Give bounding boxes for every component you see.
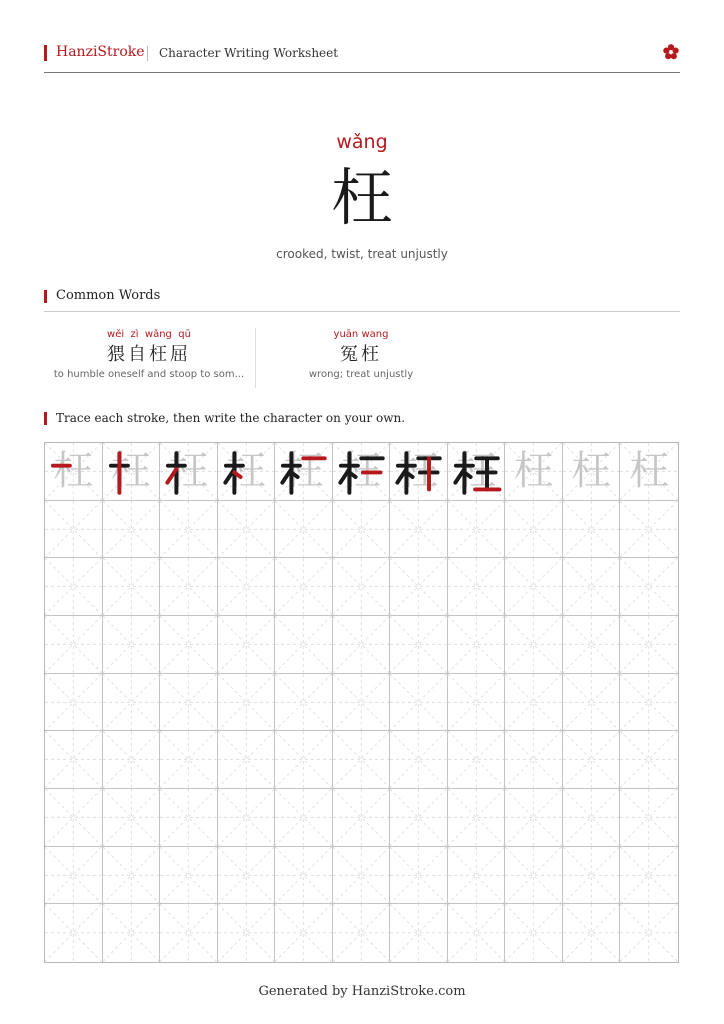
guide-lines bbox=[45, 904, 102, 962]
guide-lines bbox=[45, 501, 102, 558]
stroke-order-step bbox=[218, 443, 275, 500]
stroke-order-step bbox=[103, 443, 160, 500]
practice-cell[interactable] bbox=[390, 558, 448, 616]
practice-cell[interactable] bbox=[505, 558, 563, 616]
section-rule bbox=[44, 311, 680, 312]
guide-lines bbox=[275, 731, 332, 788]
word-pinyin: yuān wang bbox=[333, 329, 389, 340]
practice-cell[interactable] bbox=[103, 501, 161, 559]
practice-cell[interactable] bbox=[448, 789, 506, 847]
practice-cell[interactable] bbox=[160, 789, 218, 847]
practice-cell[interactable] bbox=[45, 731, 103, 789]
guide-lines bbox=[505, 674, 562, 731]
practice-cell[interactable] bbox=[160, 674, 218, 732]
guide-lines bbox=[448, 904, 505, 962]
practice-cell[interactable] bbox=[563, 847, 621, 905]
practice-cell[interactable] bbox=[275, 674, 333, 732]
guide-lines bbox=[620, 558, 678, 615]
practice-cell[interactable] bbox=[45, 904, 103, 962]
practice-cell[interactable] bbox=[103, 674, 161, 732]
word-item bbox=[256, 328, 466, 382]
practice-cell[interactable] bbox=[275, 616, 333, 674]
guide-lines bbox=[448, 501, 505, 558]
word-definition: wrong; treat unjustly bbox=[308, 369, 414, 380]
guide-lines bbox=[563, 674, 620, 731]
practice-cell[interactable] bbox=[160, 904, 218, 962]
practice-cell[interactable] bbox=[448, 443, 506, 501]
guide-lines bbox=[505, 847, 562, 904]
practice-cell[interactable] bbox=[103, 558, 161, 616]
guide-lines bbox=[563, 616, 620, 673]
guide-lines bbox=[103, 789, 160, 846]
guide-lines bbox=[160, 847, 217, 904]
guide-lines bbox=[160, 789, 217, 846]
ghost-character: 枉 bbox=[571, 448, 612, 495]
guide-lines bbox=[333, 847, 390, 904]
guide-lines bbox=[333, 904, 390, 962]
guide-lines bbox=[275, 789, 332, 846]
practice-cell[interactable] bbox=[448, 558, 506, 616]
practice-cell[interactable] bbox=[45, 789, 103, 847]
guide-lines bbox=[390, 558, 447, 615]
guide-lines bbox=[218, 616, 275, 673]
practice-cell[interactable] bbox=[333, 501, 391, 559]
character-meaning: crooked, twist, treat unjustly bbox=[276, 247, 448, 261]
guide-lines bbox=[505, 558, 562, 615]
guide-lines bbox=[333, 616, 390, 673]
practice-cell[interactable] bbox=[218, 616, 276, 674]
header-divider bbox=[147, 46, 148, 61]
guide-lines bbox=[275, 674, 332, 731]
practice-cell[interactable] bbox=[620, 789, 678, 847]
guide-lines bbox=[505, 731, 562, 788]
practice-cell[interactable] bbox=[620, 674, 678, 732]
practice-cell[interactable] bbox=[448, 731, 506, 789]
guide-lines bbox=[160, 616, 217, 673]
practice-cell[interactable] bbox=[218, 558, 276, 616]
guide-lines bbox=[505, 616, 562, 673]
practice-cell[interactable] bbox=[275, 443, 333, 501]
practice-cell[interactable] bbox=[275, 501, 333, 559]
guide-lines bbox=[218, 789, 275, 846]
practice-cell[interactable] bbox=[45, 443, 103, 501]
guide-lines bbox=[275, 847, 332, 904]
guide-lines bbox=[218, 674, 275, 731]
practice-cell[interactable] bbox=[448, 501, 506, 559]
guide-lines bbox=[620, 731, 678, 788]
guide-lines bbox=[390, 789, 447, 846]
guide-lines bbox=[275, 558, 332, 615]
guide-lines bbox=[505, 904, 562, 962]
guide-lines bbox=[505, 789, 562, 846]
ghost-character: 枉 bbox=[398, 448, 439, 495]
guide-lines bbox=[563, 558, 620, 615]
practice-instruction: Trace each stroke, then write the character on your own. bbox=[56, 411, 406, 425]
practice-cell[interactable] bbox=[505, 847, 563, 905]
guide-lines bbox=[563, 501, 620, 558]
guide-lines bbox=[45, 674, 102, 731]
ghost-character: 枉 bbox=[53, 448, 94, 495]
practice-cell[interactable] bbox=[333, 443, 391, 501]
practice-cell[interactable] bbox=[103, 847, 161, 905]
word-pinyin: wěi zì wǎng qū bbox=[107, 329, 191, 340]
practice-grid[interactable] bbox=[44, 442, 679, 963]
guide-lines bbox=[620, 616, 678, 673]
practice-cell[interactable] bbox=[218, 731, 276, 789]
guide-lines bbox=[620, 789, 678, 846]
practice-cell[interactable] bbox=[160, 558, 218, 616]
practice-cell[interactable] bbox=[390, 847, 448, 905]
practice-cell[interactable] bbox=[333, 674, 391, 732]
header-accent-bar bbox=[44, 45, 47, 61]
guide-lines bbox=[563, 731, 620, 788]
stroke-order-step bbox=[448, 443, 505, 500]
guide-lines bbox=[448, 789, 505, 846]
practice-cell[interactable] bbox=[563, 789, 621, 847]
practice-heading bbox=[44, 411, 680, 427]
word-definition: to humble oneself and stoop to som... bbox=[53, 369, 245, 380]
guide-lines bbox=[218, 904, 275, 962]
practice-cell[interactable] bbox=[333, 789, 391, 847]
guide-lines bbox=[275, 616, 332, 673]
guide-lines bbox=[103, 731, 160, 788]
practice-cell[interactable] bbox=[45, 558, 103, 616]
practice-cell[interactable] bbox=[160, 847, 218, 905]
practice-cell[interactable] bbox=[275, 789, 333, 847]
practice-cell[interactable] bbox=[505, 501, 563, 559]
practice-cell[interactable] bbox=[103, 904, 161, 962]
practice-cell[interactable] bbox=[505, 731, 563, 789]
word-hanzi: 猥自枉屈 bbox=[107, 344, 191, 365]
guide-lines bbox=[160, 731, 217, 788]
guide-lines bbox=[275, 904, 332, 962]
ghost-character: 枉 bbox=[513, 448, 554, 495]
practice-cell[interactable] bbox=[620, 443, 678, 501]
character-pinyin: wǎng bbox=[336, 131, 388, 153]
guide-lines bbox=[390, 904, 447, 962]
word-item bbox=[44, 328, 254, 382]
guide-lines bbox=[390, 847, 447, 904]
ghost-character: 枉 bbox=[168, 448, 209, 495]
guide-lines bbox=[275, 501, 332, 558]
practice-cell[interactable] bbox=[160, 501, 218, 559]
guide-lines bbox=[620, 501, 678, 558]
guide-lines bbox=[390, 731, 447, 788]
guide-lines bbox=[218, 558, 275, 615]
guide-lines bbox=[160, 674, 217, 731]
practice-cell[interactable] bbox=[45, 674, 103, 732]
guide-lines bbox=[103, 847, 160, 904]
guide-lines bbox=[160, 558, 217, 615]
practice-cell[interactable] bbox=[45, 501, 103, 559]
ghost-character: 枉 bbox=[110, 448, 151, 495]
guide-lines bbox=[448, 731, 505, 788]
common-words-heading bbox=[44, 288, 680, 306]
practice-cell[interactable] bbox=[218, 847, 276, 905]
guide-lines bbox=[448, 674, 505, 731]
guide-lines bbox=[333, 731, 390, 788]
practice-cell[interactable] bbox=[103, 616, 161, 674]
guide-lines bbox=[333, 674, 390, 731]
guide-lines bbox=[390, 674, 447, 731]
practice-cell[interactable] bbox=[333, 731, 391, 789]
practice-cell[interactable] bbox=[45, 616, 103, 674]
practice-cell[interactable] bbox=[275, 558, 333, 616]
guide-lines bbox=[45, 558, 102, 615]
ghost-character: 枉 bbox=[283, 448, 324, 495]
stroke-order-step bbox=[45, 443, 102, 500]
guide-lines bbox=[448, 558, 505, 615]
guide-lines bbox=[448, 847, 505, 904]
practice-cell[interactable] bbox=[563, 616, 621, 674]
practice-cell[interactable] bbox=[448, 674, 506, 732]
guide-lines bbox=[103, 616, 160, 673]
header-subtitle: Character Writing Worksheet bbox=[159, 46, 339, 60]
guide-lines bbox=[103, 501, 160, 558]
practice-cell[interactable] bbox=[390, 904, 448, 962]
practice-cell[interactable] bbox=[103, 789, 161, 847]
guide-lines bbox=[390, 501, 447, 558]
practice-cell[interactable] bbox=[563, 501, 621, 559]
practice-cell[interactable] bbox=[390, 443, 448, 501]
practice-cell[interactable] bbox=[160, 616, 218, 674]
section-accent-bar bbox=[44, 290, 47, 303]
practice-cell[interactable] bbox=[448, 847, 506, 905]
practice-cell[interactable] bbox=[333, 558, 391, 616]
section-accent-bar bbox=[44, 412, 47, 425]
practice-cell[interactable] bbox=[448, 616, 506, 674]
guide-lines bbox=[103, 558, 160, 615]
practice-cell[interactable] bbox=[390, 501, 448, 559]
practice-cell[interactable] bbox=[620, 847, 678, 905]
practice-cell[interactable] bbox=[218, 904, 276, 962]
practice-cell[interactable] bbox=[620, 616, 678, 674]
practice-cell[interactable] bbox=[218, 443, 276, 501]
guide-lines bbox=[103, 904, 160, 962]
practice-cell[interactable] bbox=[563, 443, 621, 501]
main-character: 枉 bbox=[330, 161, 393, 234]
practice-cell[interactable] bbox=[333, 616, 391, 674]
practice-cell[interactable] bbox=[390, 674, 448, 732]
stroke-order-step bbox=[275, 443, 332, 500]
guide-lines bbox=[448, 616, 505, 673]
practice-cell[interactable] bbox=[505, 616, 563, 674]
guide-lines bbox=[563, 847, 620, 904]
practice-cell[interactable] bbox=[505, 789, 563, 847]
practice-cell[interactable] bbox=[620, 731, 678, 789]
brand-name[interactable]: HanziStroke bbox=[56, 44, 145, 60]
practice-cell[interactable] bbox=[390, 789, 448, 847]
practice-cell[interactable] bbox=[563, 731, 621, 789]
guide-lines bbox=[103, 674, 160, 731]
practice-cell[interactable] bbox=[333, 847, 391, 905]
practice-cell[interactable] bbox=[333, 904, 391, 962]
practice-cell[interactable] bbox=[505, 443, 563, 501]
practice-cell[interactable] bbox=[103, 443, 161, 501]
practice-cell[interactable] bbox=[448, 904, 506, 962]
practice-cell[interactable] bbox=[563, 674, 621, 732]
practice-cell[interactable] bbox=[620, 558, 678, 616]
practice-cell[interactable] bbox=[275, 847, 333, 905]
guide-lines bbox=[45, 847, 102, 904]
stroke-order-step bbox=[390, 443, 447, 500]
practice-cell[interactable] bbox=[620, 501, 678, 559]
stroke-order-step bbox=[160, 443, 217, 500]
guide-lines bbox=[45, 789, 102, 846]
common-words-title: Common Words bbox=[56, 288, 161, 303]
guide-lines bbox=[620, 674, 678, 731]
guide-lines bbox=[620, 904, 678, 962]
practice-cell[interactable] bbox=[45, 847, 103, 905]
guide-lines bbox=[390, 616, 447, 673]
guide-lines bbox=[333, 789, 390, 846]
ghost-character: 枉 bbox=[456, 448, 497, 495]
guide-lines bbox=[45, 731, 102, 788]
stroke-order-step bbox=[333, 443, 390, 500]
practice-cell[interactable] bbox=[563, 904, 621, 962]
worksheet-header bbox=[44, 43, 680, 65]
practice-cell[interactable] bbox=[218, 501, 276, 559]
header-rule bbox=[44, 72, 680, 73]
practice-cell[interactable] bbox=[218, 674, 276, 732]
practice-cell[interactable] bbox=[218, 789, 276, 847]
practice-cell[interactable] bbox=[620, 904, 678, 962]
practice-cell[interactable] bbox=[160, 443, 218, 501]
guide-lines bbox=[160, 904, 217, 962]
practice-cell[interactable] bbox=[275, 731, 333, 789]
guide-lines bbox=[218, 847, 275, 904]
ghost-character: 枉 bbox=[340, 448, 381, 495]
plum-blossom-icon bbox=[662, 43, 680, 61]
guide-lines bbox=[45, 616, 102, 673]
guide-lines bbox=[333, 558, 390, 615]
footer-text: Generated by HanziStroke.com bbox=[258, 984, 466, 999]
guide-lines bbox=[563, 789, 620, 846]
guide-lines bbox=[333, 501, 390, 558]
practice-cell[interactable] bbox=[505, 904, 563, 962]
practice-cell[interactable] bbox=[563, 558, 621, 616]
practice-cell[interactable] bbox=[390, 731, 448, 789]
practice-cell[interactable] bbox=[160, 731, 218, 789]
word-hanzi: 冤枉 bbox=[340, 344, 382, 365]
guide-lines bbox=[505, 501, 562, 558]
practice-cell[interactable] bbox=[390, 616, 448, 674]
guide-lines bbox=[218, 731, 275, 788]
guide-lines bbox=[218, 501, 275, 558]
practice-cell[interactable] bbox=[275, 904, 333, 962]
guide-lines bbox=[160, 501, 217, 558]
practice-cell[interactable] bbox=[103, 731, 161, 789]
ghost-character: 枉 bbox=[225, 448, 266, 495]
practice-cell[interactable] bbox=[505, 674, 563, 732]
guide-lines bbox=[620, 847, 678, 904]
ghost-character: 枉 bbox=[629, 448, 670, 495]
guide-lines bbox=[563, 904, 620, 962]
